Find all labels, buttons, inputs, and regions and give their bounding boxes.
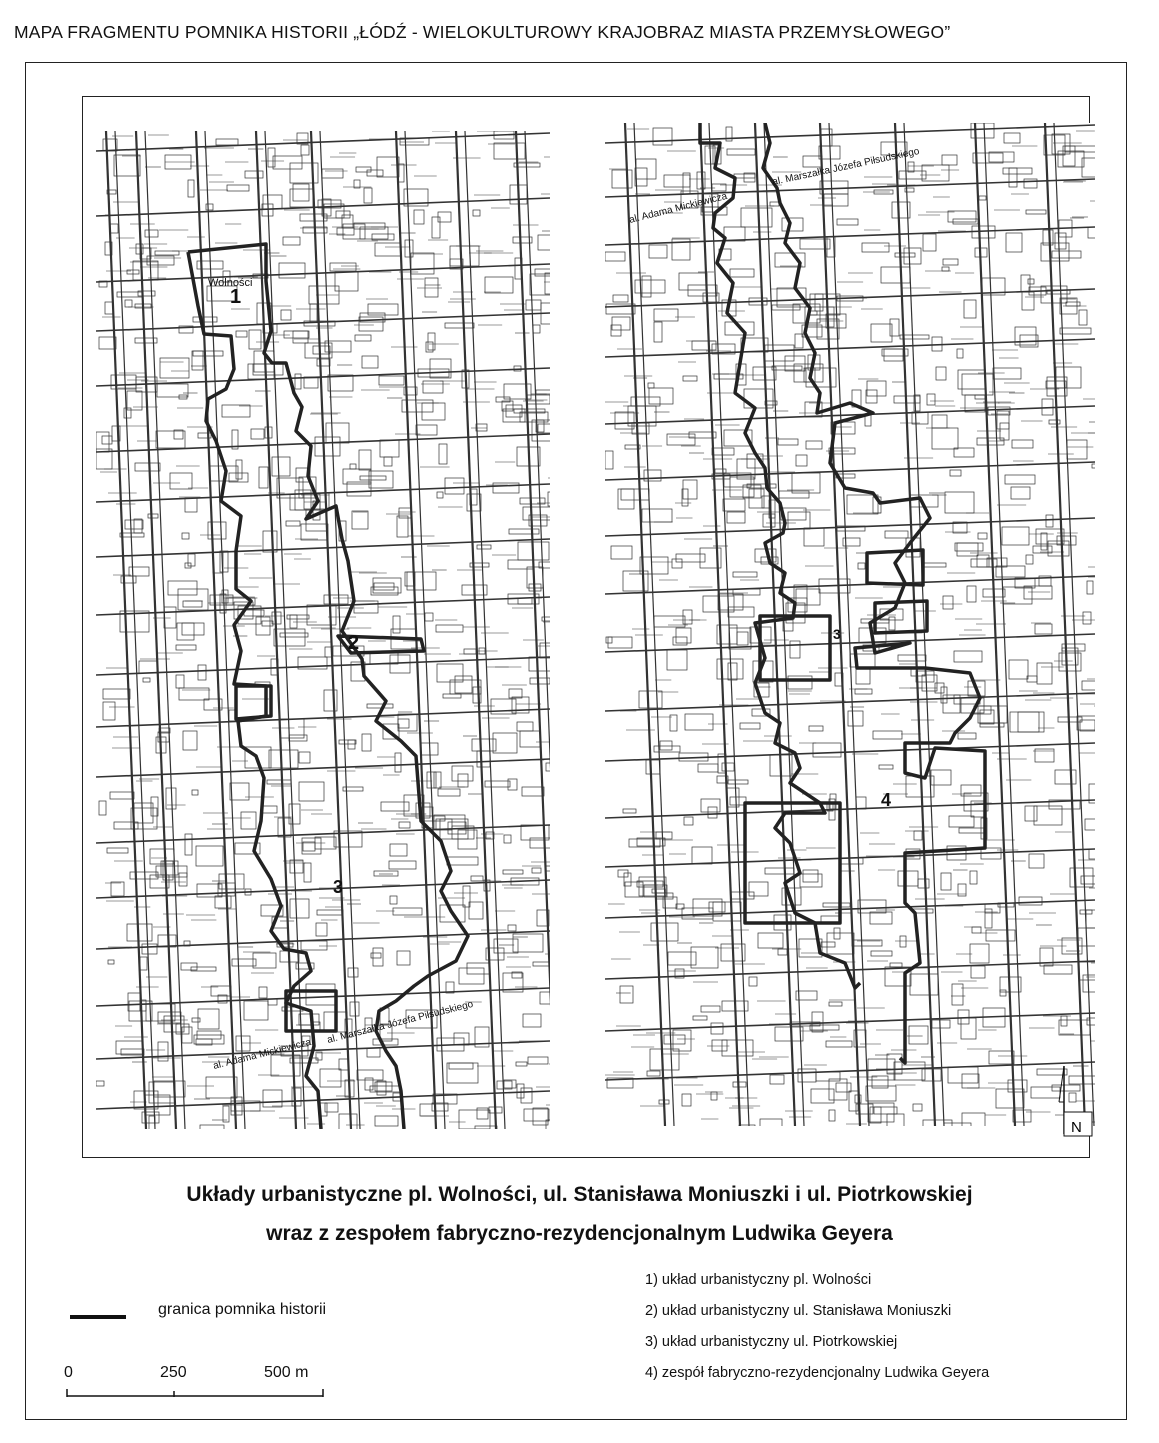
scale-bar [66,1387,324,1397]
map-left-svg [96,131,550,1129]
map-left-panel [96,131,550,1129]
list-item: 4) zespół fabryczno-rezydencjonalny Ludwika Geyera [645,1365,990,1381]
label-area-2: 2 [348,632,360,654]
map-right-panel [605,123,1095,1126]
legend-boundary-line [70,1315,126,1319]
title-line-1: Układy urbanistyczne pl. Wolności, ul. Stanisława Moniuszki i ul. Piotrkowskiej [186,1183,973,1206]
label-area-3-right: 3 [833,626,841,642]
label-area-1: 1 [230,286,242,308]
scale-label-500: 500 m [264,1364,309,1381]
scale-label-250: 250 [160,1364,187,1381]
label-street-pilsudskiego-left: al. Marszałka Józefa Piłsudskiego [326,998,475,1046]
north-arrow [1056,1062,1096,1140]
label-street-mickiewicza-right: al. Adama Mickiewicza [628,190,729,226]
label-area-4: 4 [881,790,892,810]
north-label: N [1071,1119,1082,1136]
label-street-mickiewicza-left: al. Adama Mickiewicza [212,1036,313,1072]
legend-list [645,1265,989,1389]
label-wolnosci: Wolności [208,277,253,289]
label-area-3-left: 3 [333,877,344,897]
label-street-pilsudskiego-right: al. Marszałka Józefa Piłsudskiego [771,145,921,188]
map-header: MAPA FRAGMENTU POMNIKA HISTORII „ŁÓDŹ - WIELOKULTUROWY KRAJOBRAZ MIASTA PRZEMYSŁOWEGO” [14,22,951,42]
list-item: 2) układ urbanistyczny ul. Stanisława Moniuszki [645,1303,952,1319]
scale-label-0: 0 [64,1364,73,1381]
list-item: 1) układ urbanistyczny pl. Wolności [645,1272,872,1288]
title-line-2: wraz z zespołem fabryczno-rezydencjonalnym Ludwika Geyera [266,1222,893,1245]
list-item: 3) układ urbanistyczny ul. Piotrkowskiej [645,1334,898,1350]
legend-boundary-label: granica pomnika historii [158,1301,327,1318]
map-right-svg [605,123,1095,1126]
